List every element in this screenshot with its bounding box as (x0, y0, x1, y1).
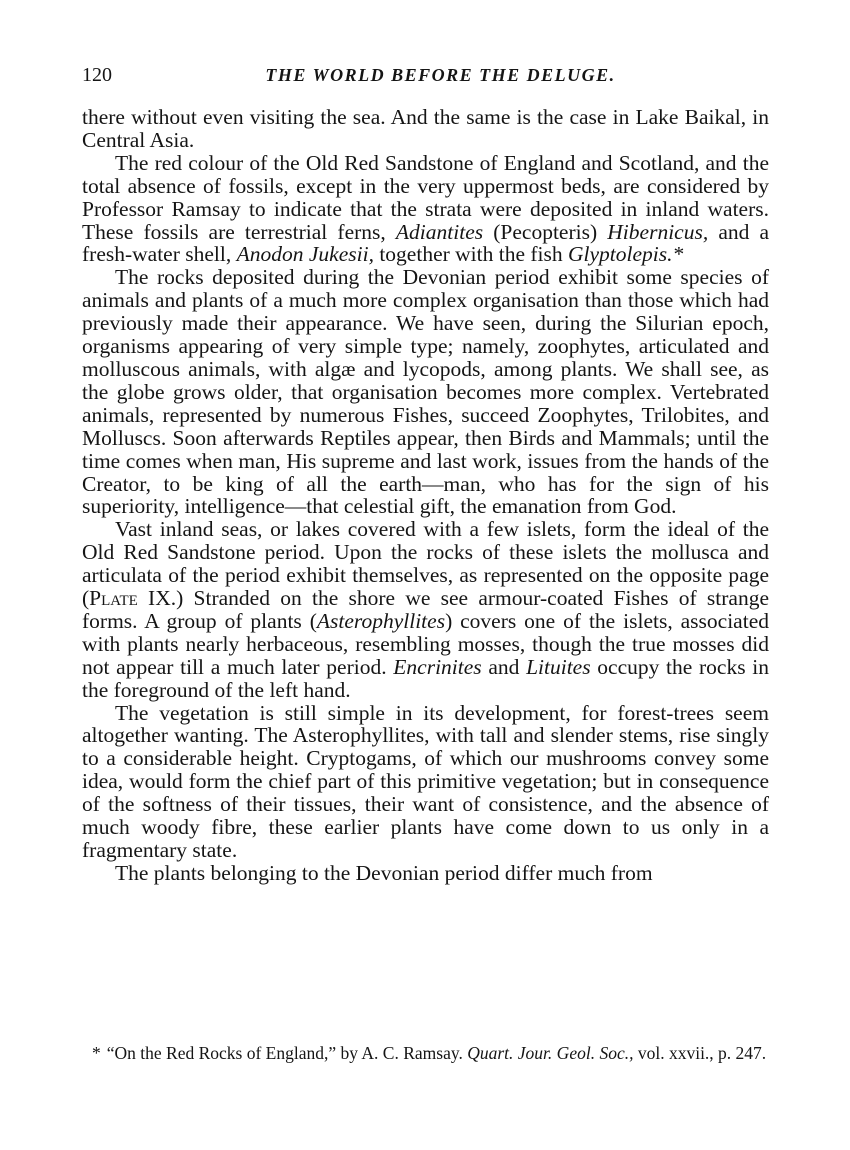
taxon-hibernicus: Hibernicus, (607, 219, 709, 244)
taxon-glyptolepis: Glyptolepis.* (568, 242, 684, 267)
paragraph-2-text-b: (Pecopteris) (493, 219, 598, 244)
paragraph-5: The vegetation is still simple in its development, for forest-trees seem altogether wanting. The Asterophyllites, with tall and slender stems, rise singly to a considerable height. Cryptogams, of which our mushrooms convey some idea, would form the chief part of this primitive vegetation; but in consequence of the softness of their tissues, their want of consistence, and the absence of much woody fibre, these earlier plants have come down to us only in a fragmentary state. (82, 700, 769, 862)
body-text (82, 106, 769, 885)
running-title: THE WORLD BEFORE THE DELUGE. (265, 65, 616, 85)
paragraph-4-text-c: ) covers one of the islets, associated with plants nearly herbaceous, resembling mosses, though the true mosses did not appear till a much later period. (82, 608, 769, 679)
book-page (82, 58, 769, 885)
footnote-text-a: “On the Red Rocks of England,” by A. C. Ramsay. (106, 1043, 463, 1063)
plate-reference: Plate IX. (89, 586, 177, 611)
footnote (82, 1042, 769, 1064)
paragraph-4-text-a: Vast inland seas, or lakes covered with a few islets, form the ideal of the Old Red Sandstone period. Upon the rocks of these islets the mollusca and articulata of the period exhibit themselves, as represented on the opposite page ( (82, 517, 769, 611)
paragraph-2 (82, 152, 769, 267)
paragraph-2-text-c: and a fresh-water shell, (82, 219, 770, 267)
paragraph-4 (82, 518, 769, 701)
taxon-asterophyllites: Asterophyllites (316, 608, 446, 633)
paragraph-2-text-d: together with the fish (379, 242, 563, 267)
paragraph-6: The plants belonging to the Devonian period differ much from (115, 860, 653, 885)
page-number: 120 (82, 64, 112, 86)
footnote-journal: Quart. Jour. Geol. Soc., (467, 1043, 634, 1063)
footnote-mark: * (92, 1043, 101, 1063)
paragraph-2-text-a: The red colour of the Old Red Sandstone of England and Scotland, and the total absence of fossils, except in the very uppermost beds, are considered by Professor Ramsay to indicate that the strata were deposited in inland waters. These fossils are terrestrial ferns, (82, 150, 769, 244)
paragraph-4-text-e: occupy the rocks in the foreground of the left hand. (82, 654, 769, 702)
paragraph-1: there without even visiting the sea. And the same is the case in Lake Baikal, in Central Asia. (82, 105, 769, 152)
paragraph-3: The rocks deposited during the Devonian period exhibit some species of animals and plants of a much more complex organisation than those which had previously made their appearance. We have seen, during the Silurian epoch, organisms appearing of very simple type; namely, zoophytes, articulated and molluscous animals, with algæ and lycopods, among plants. We shall see, as the globe grows older, that organisation becomes more complex. Vertebrated animals, represented by numerous Fishes, succeed Zoophytes, Trilobites, and Molluscs. Soon afterwards Reptiles appear, then Birds and Mammals; until the time comes when man, His supreme and last work, issues from the hands of the Creator, to be king of all the earth—man, who has for the sign of his superiority, intelligence—that celestial gift, the emanation from God. (82, 265, 769, 519)
taxon-anodon-jukesii: Anodon Jukesii, (236, 242, 374, 267)
paragraph-4-text-b: ) Stranded on the shore we see armour-coated Fishes of strange forms. A group of plants ( (82, 586, 769, 633)
running-head (82, 58, 769, 92)
taxon-adiantites: Adiantites (395, 219, 484, 244)
paragraph-4-text-d: and (488, 654, 520, 679)
taxon-encrinites: Encrinites (393, 654, 482, 679)
footnote-text-b: vol. xxvii., p. 247. (637, 1043, 767, 1063)
taxon-lituites: Lituites (526, 654, 591, 679)
